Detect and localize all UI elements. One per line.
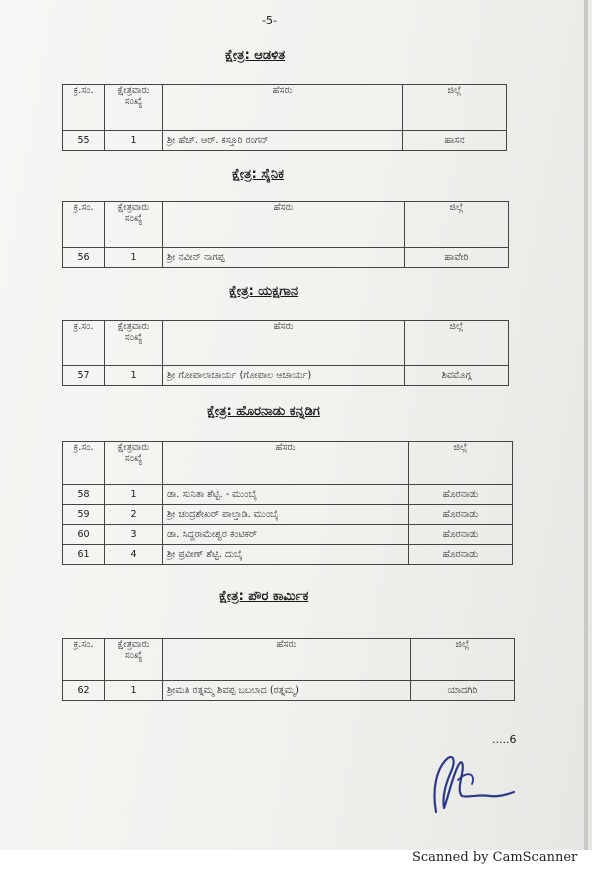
cell-number: 4 (105, 545, 163, 565)
section-heading-yakshagana: ಕ್ಷೇತ್ರ: ಯಕ್ಷಗಾನ (229, 284, 299, 299)
cell-district: ಹಾಸನ (403, 131, 507, 151)
header-name: ಹೆಸರು (163, 442, 409, 485)
table-header-row (63, 85, 507, 131)
cell-name: ಶ್ರೀ ನವೀನ್ ನಾಗಪ್ಪ (163, 248, 405, 268)
cell-name: ಡಾ. ಸುನಿತಾ ಶೆಟ್ಟಿ. - ಮುಂಬೈ (163, 485, 409, 505)
table-row (63, 131, 507, 151)
header-category-number: ಕ್ಷೇತ್ರವಾರು ಸಂಖ್ಯೆ (105, 639, 163, 681)
page-edge (584, 0, 588, 850)
table-pourakarmika (62, 638, 515, 701)
table-header-row (63, 321, 509, 366)
signature-icon (428, 740, 518, 820)
cell-name: ಶ್ರೀ ಪ್ರವೀಣ್ ಶೆಟ್ಟಿ. ದುಬೈ (163, 545, 409, 565)
cell-sl: 57 (63, 366, 105, 386)
cell-number: 2 (105, 505, 163, 525)
table-header-row (63, 442, 513, 485)
header-district: ಜಿಲ್ಲೆ (411, 639, 515, 681)
header-district: ಜಿಲ್ಲೆ (409, 442, 513, 485)
header-name: ಹೆಸರು (163, 321, 405, 366)
cell-sl: 59 (63, 505, 105, 525)
header-category-number: ಕ್ಷೇತ್ರವಾರು ಸಂಖ್ಯೆ (105, 442, 163, 485)
header-sl: ಕ್ರ.ಸಂ. (63, 639, 105, 681)
cell-district: ಹೊರನಾಡು (409, 545, 513, 565)
section-heading-administration: ಕ್ಷೇತ್ರ: ಆಡಳಿತ (225, 48, 286, 63)
cell-number: 1 (105, 131, 163, 151)
cell-name: ಶ್ರೀಮತಿ ರತ್ನಮ್ಮ ಶಿವಪ್ಪ ಬಬಲಾದ (ರತ್ನಮ್ಮ) (163, 681, 411, 701)
cell-district: ಹೊರನಾಡು (409, 525, 513, 545)
table-header-row (63, 639, 515, 681)
scanner-watermark: Scanned by CamScanner (412, 850, 578, 865)
section-heading-horanadu: ಕ್ಷೇತ್ರ: ಹೊರನಾಡು ಕನ್ನಡಿಗ (207, 404, 320, 419)
header-district: ಜಿಲ್ಲೆ (405, 321, 509, 366)
continuation-marker: .....6 (492, 733, 517, 746)
cell-name: ಶ್ರೀ ಗೋಪಾಲಾಚಾರ್ಯ (ಗೋಪಾಲ ಆಚಾರ್ಯ) (163, 366, 405, 386)
cell-district: ಹೊರನಾಡು (409, 505, 513, 525)
cell-number: 1 (105, 366, 163, 386)
table-administration (62, 84, 507, 151)
table-row (63, 681, 515, 701)
table-row (63, 545, 513, 565)
cell-sl: 62 (63, 681, 105, 701)
table-row (63, 485, 513, 505)
cell-sl: 56 (63, 248, 105, 268)
page-number: -5- (262, 14, 277, 27)
cell-sl: 55 (63, 131, 105, 151)
header-district: ಜಿಲ್ಲೆ (403, 85, 507, 131)
table-row (63, 248, 509, 268)
table-row (63, 505, 513, 525)
header-district: ಜಿಲ್ಲೆ (405, 202, 509, 248)
cell-sl: 60 (63, 525, 105, 545)
cell-district: ಹೊರನಾಡು (409, 485, 513, 505)
cell-number: 1 (105, 681, 163, 701)
table-row (63, 525, 513, 545)
header-name: ಹೆಸರು (163, 85, 403, 131)
header-name: ಹೆಸರು (163, 202, 405, 248)
header-sl: ಕ್ರ.ಸಂ. (63, 202, 105, 248)
cell-number: 3 (105, 525, 163, 545)
table-military (62, 201, 509, 268)
table-yakshagana (62, 320, 509, 386)
cell-sl: 61 (63, 545, 105, 565)
table-row (63, 366, 509, 386)
section-heading-military: ಕ್ಷೇತ್ರ: ಸೈನಿಕ (232, 167, 284, 182)
header-category-number: ಕ್ಷೇತ್ರವಾರು ಸಂಖ್ಯೆ (105, 321, 163, 366)
table-header-row (63, 202, 509, 248)
cell-district: ಶಿವಮೊಗ್ಗ (405, 366, 509, 386)
section-heading-pourakarmika: ಕ್ಷೇತ್ರ: ಪೌರ ಕಾರ್ಮಿಕ (219, 589, 309, 604)
header-name: ಹೆಸರು (163, 639, 411, 681)
cell-district: ಯಾದಗಿರಿ (411, 681, 515, 701)
cell-name: ಶ್ರೀ ಹೆಚ್. ಆರ್. ಕಸ್ತೂರಿ ರಂಗನ್ (163, 131, 403, 151)
header-category-number: ಕ್ಷೇತ್ರವಾರು ಸಂಖ್ಯೆ (105, 85, 163, 131)
cell-sl: 58 (63, 485, 105, 505)
cell-name: ಡಾ. ಸಿದ್ದರಾಮೇಶ್ವರ ಕಂಟಿಕರ್ (163, 525, 409, 545)
cell-name: ಶ್ರೀ ಚಂದ್ರಶೇಖರ್ ಪಾಲ್ತಾಡಿ. ಮುಂಬೈ (163, 505, 409, 525)
cell-district: ಹಾವೇರಿ (405, 248, 509, 268)
cell-number: 1 (105, 248, 163, 268)
table-horanadu (62, 441, 513, 565)
header-sl: ಕ್ರ.ಸಂ. (63, 442, 105, 485)
cell-number: 1 (105, 485, 163, 505)
header-sl: ಕ್ರ.ಸಂ. (63, 321, 105, 366)
header-sl: ಕ್ರ.ಸಂ. (63, 85, 105, 131)
header-category-number: ಕ್ಷೇತ್ರವಾರು ಸಂಖ್ಯೆ (105, 202, 163, 248)
